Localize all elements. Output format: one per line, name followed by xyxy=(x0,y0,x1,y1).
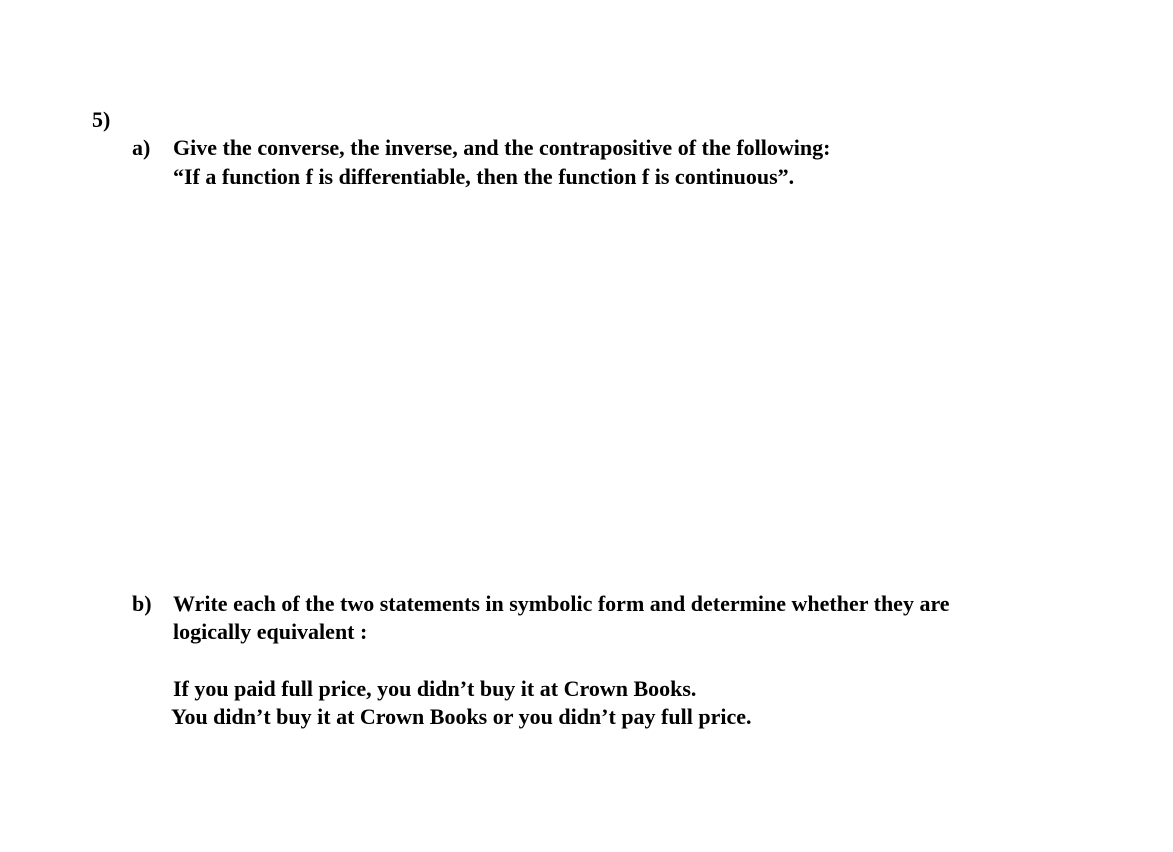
part-b-statement-2: You didn’t buy it at Crown Books or you didn’t pay full price. xyxy=(171,704,752,729)
part-b-instruction-line1: Write each of the two statements in symbolic form and determine whether they are xyxy=(173,591,950,616)
part-b-statement-1: If you paid full price, you didn’t buy it at Crown Books. xyxy=(173,676,697,701)
part-b-instruction-line2: logically equivalent : xyxy=(173,619,368,644)
part-a-instruction: Give the converse, the inverse, and the contrapositive of the following: xyxy=(173,135,831,160)
part-a-label: a) xyxy=(132,135,151,160)
question-number: 5) xyxy=(92,107,111,132)
part-b-label: b) xyxy=(132,591,152,616)
part-a-quoted-statement: “If a function f is differentiable, then the function f is continuous”. xyxy=(173,164,795,189)
